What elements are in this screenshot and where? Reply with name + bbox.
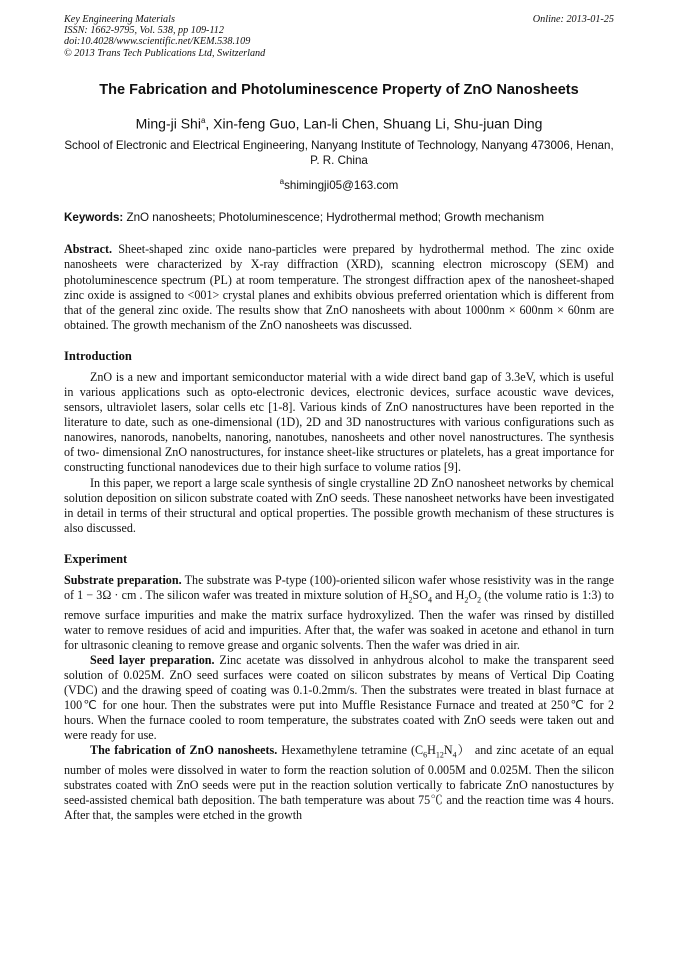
seed-layer-paragraph xyxy=(64,653,614,744)
seed-layer-text: Zinc acetate was dissolved in anhydrous alcohol to make the transparent seed solution of 0.025M. ZnO seed surfaces were coated on silicon substrates by means of Vertical Dip Coating (VDC) and the drawing speed of coating was 0.1-0.2mm/s. Then the substrates were treated in blast furnace at 100℃ for one hour. Then the substrates were put into Muffle Resistance Furnace and treated at 250℃ for 2 hours. When the furnace cooled to room temperature, the substrates coated with ZnO seeds were taken out and were ready for use. xyxy=(64,652,614,743)
introduction-paragraph-2: In this paper, we report a large scale synthesis of single crystalline 2D ZnO nanosheet networks by chemical solution deposition on silicon substrate coated with ZnO seeds. These nanosheet networks have been investigated in detail in terms of their structural and optical properties. The possible growth mechanism of these structures is also discussed. xyxy=(64,475,614,535)
fabrication-paragraph xyxy=(64,743,614,823)
email-superscript: a xyxy=(279,177,285,187)
introduction-paragraph-1: ZnO is a new and important semiconductor material with a wide direct band gap of 3.3eV, which is useful in various applications such as opto-electronic devices, electronic devices, surface acoustic wave devices, sensors, ultraviolet lasers, solar cells etc [1-8]. Various kinds of ZnO nanostructures have been reported in the literature to date, such as one-dimensional (1D), 2D and 3D nanostructures with various configurations such as nanowires, nanorods, nanobelts, nanoring, nanotubes, nanosheets and other novel nanostructures. The synthesis of two- dimensional ZnO nanostructures, for instance sheet-like structures or platelets, has a great importance for constructing functional nanodevices due to their high surface to volume ratios [9]. xyxy=(64,369,614,475)
subscript: 2 xyxy=(408,595,413,605)
subscript: 2 xyxy=(477,595,482,605)
author-email xyxy=(64,174,614,193)
abstract xyxy=(64,242,614,333)
subscript: 4 xyxy=(452,750,457,760)
online-date: Online: 2013-01-25 xyxy=(532,14,614,25)
substrate-text-3: and H xyxy=(431,588,465,603)
substrate-label: Substrate preparation. xyxy=(64,572,182,587)
journal-name: Key Engineering Materials xyxy=(64,14,175,25)
journal-header xyxy=(64,14,614,59)
fabrication-text-1: Hexamethylene tetramine (C xyxy=(277,743,424,758)
fabrication-label: The fabrication of ZnO nanosheets. xyxy=(90,743,278,758)
introduction-heading: Introduction xyxy=(64,348,132,363)
substrate-paragraph xyxy=(64,573,614,653)
other-authors: , Xin-feng Guo, Lan-li Chen, Shuang Li, Shu-juan Ding xyxy=(205,115,543,132)
keywords-text: ZnO nanosheets; Photoluminescence; Hydrothermal method; Growth mechanism xyxy=(126,211,545,225)
substrate-text-1: The substrate was P-type (100)-oriented silicon wafer whose resistivity was in the range of 1 − 3Ω · cm . The silicon wafer was treated in mixture solution of H xyxy=(64,572,615,603)
abstract-text: Sheet-shaped zinc oxide nano-particles were prepared by hydrothermal method. The zinc oxide nanosheets were characterized by X-ray diffraction (XRD), scanning electron microscopy (SEM) and photoluminescence spectrum (PL) at room temperature. The strongest diffraction apex of the nanosheet-shaped zinc oxide is assigned to <001> crystal planes and exhibits obvious preferred orientation which is different from that of the general zinc oxide. The results show that ZnO nanosheets with about 1000nm × 600nm × 60nm are obtained. The growth mechanism of the ZnO nanosheets was discussed. xyxy=(64,242,614,332)
fabrication-text-3: N xyxy=(443,743,453,758)
substrate-text-4: O xyxy=(468,588,478,603)
abstract-label: Abstract. xyxy=(64,242,113,257)
first-author: Ming-ji Shi xyxy=(135,115,201,132)
keywords-label: Keywords: xyxy=(64,211,124,225)
substrate-text-5: (the volume ratio is 1:3) to remove surface impurities and make the matrix surface hydroxylized. Then the wafer was rinsed by distilled water to remove residues of acid and impurities. After that, the wafer was soaked in acetone and ethanol in turn for ultrasonic cleaning to remove grease and organic solvents. Then the wafer was dried in air. xyxy=(64,588,614,652)
paper-page xyxy=(64,14,614,823)
affiliation: School of Electronic and Electrical Engineering, Nanyang Institute of Technology, Nanyang 473006, Henan, P. R. China xyxy=(64,139,614,168)
seed-layer-label: Seed layer preparation. xyxy=(90,652,215,667)
substrate-text-2: SO xyxy=(412,588,428,603)
fabrication-text-2: H xyxy=(427,743,436,758)
author-list xyxy=(64,112,614,133)
journal-copyright: © 2013 Trans Tech Publications Ltd, Switzerland xyxy=(64,47,266,59)
subscript: 12 xyxy=(435,750,444,760)
email-address: shimingji05@163.com xyxy=(284,179,399,193)
author-superscript: a xyxy=(200,115,206,125)
journal-issn: ISSN: 1662-9795, Vol. 538, pp 109-112 xyxy=(64,25,224,37)
subscript: 4 xyxy=(427,595,432,605)
paper-title: The Fabrication and Photoluminescence Property of ZnO Nanosheets xyxy=(99,81,579,98)
fabrication-text-4: ） and zinc acetate of an equal number of moles were dissolved in water to form the reaction solution of 0.005M and 0.025M. Then the silicon substrates coated with ZnO seeds were put in the reaction solution vertically to fabricate ZnO nanostuctures by seed-assisted chemical bath deposition. The bath temperature was about 75℃ and the reaction time was 4 hours. After that, the samples were etched in the growth xyxy=(64,743,615,823)
keywords xyxy=(64,210,614,225)
journal-doi: doi:10.4028/www.scientific.net/KEM.538.109 xyxy=(64,36,251,48)
subscript: 2 xyxy=(464,595,469,605)
subscript: 6 xyxy=(423,750,428,760)
experiment-heading: Experiment xyxy=(64,551,128,566)
